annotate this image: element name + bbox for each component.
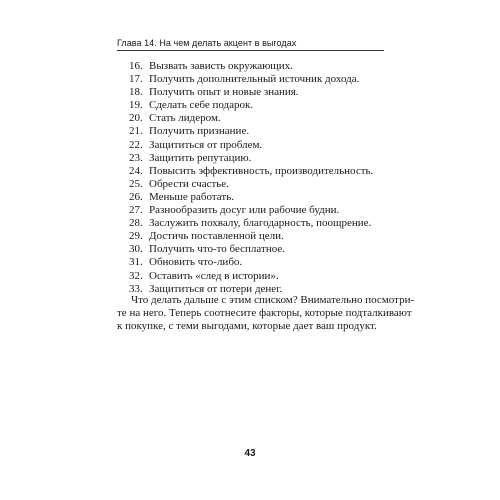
list-item-number: 25. bbox=[129, 177, 143, 190]
list-item bbox=[129, 73, 373, 86]
list-item-text: Защититься от проблем. bbox=[149, 138, 263, 151]
list-item bbox=[129, 270, 373, 283]
list-item bbox=[129, 230, 373, 243]
list-item bbox=[129, 204, 373, 217]
list-item-number: 22. bbox=[129, 138, 143, 151]
list-item-number: 19. bbox=[129, 99, 143, 112]
paragraph-line: Что делать дальше с этим списком? Внимательно посмотри- bbox=[131, 294, 415, 306]
numbered-list bbox=[129, 60, 373, 296]
list-item-text: Получить дополнительный источник дохода. bbox=[149, 73, 360, 86]
list-item-text: Достичь поставленной цели. bbox=[149, 230, 284, 243]
list-item bbox=[129, 60, 373, 73]
list-item bbox=[129, 191, 373, 204]
list-item-text: Меньше работать. bbox=[149, 190, 234, 203]
paragraph-line: к покупке, с теми выгодами, которые дает ваш продукт. bbox=[117, 320, 377, 333]
list-item-number: 28. bbox=[129, 217, 143, 230]
list-item-text: Сделать себе подарок. bbox=[149, 99, 254, 112]
list-item-number: 26. bbox=[129, 190, 143, 203]
paragraph-line: те на него. Теперь соотнесите факторы, которые подталкивают bbox=[117, 307, 412, 320]
list-item-text: Получить что-то бесплатное. bbox=[149, 243, 285, 256]
list-item bbox=[129, 99, 373, 112]
list-item-number: 29. bbox=[129, 230, 143, 243]
list-item bbox=[129, 86, 373, 99]
list-item bbox=[129, 152, 373, 165]
list-item-text: Получить опыт и новые знания. bbox=[149, 86, 299, 99]
list-item-number: 23. bbox=[129, 151, 143, 164]
list-item-text: Защитить репутацию. bbox=[149, 151, 252, 164]
list-item-number: 27. bbox=[129, 204, 143, 217]
list-item-text: Повысить эффективность, производительность. bbox=[149, 164, 374, 177]
list-item bbox=[129, 217, 373, 230]
list-item-number: 32. bbox=[129, 269, 143, 282]
list-item bbox=[129, 112, 373, 125]
list-item bbox=[129, 178, 373, 191]
list-item bbox=[129, 125, 373, 138]
list-item bbox=[129, 165, 373, 178]
list-item-text: Разнообразить досуг или рабочие будни. bbox=[149, 204, 340, 217]
list-item-number: 18. bbox=[129, 86, 143, 99]
list-item-text: Оставить «след в истории». bbox=[149, 269, 279, 282]
header-rule bbox=[117, 50, 384, 51]
list-item-number: 31. bbox=[129, 256, 143, 269]
list-item-number: 21. bbox=[129, 125, 143, 138]
list-item-text: Обрести счастье. bbox=[149, 177, 229, 190]
list-item-number: 33. bbox=[129, 282, 143, 295]
list-item-text: Обновить что-либо. bbox=[149, 256, 243, 269]
list-item-text: Получить признание. bbox=[149, 125, 250, 138]
list-item-number: 24. bbox=[129, 164, 143, 177]
body-paragraph bbox=[117, 294, 415, 333]
list-item bbox=[129, 243, 373, 256]
list-item-number: 16. bbox=[129, 60, 143, 72]
list-item bbox=[129, 139, 373, 152]
list-item-number: 17. bbox=[129, 73, 143, 86]
list-item-text: Стать лидером. bbox=[149, 112, 221, 125]
list-item-text: Заслужить похвалу, благодарность, поощрение. bbox=[149, 217, 372, 230]
list-item-number: 30. bbox=[129, 243, 143, 256]
list-item-number: 20. bbox=[129, 112, 143, 125]
list-item-text: Вызвать зависть окружающих. bbox=[149, 60, 293, 72]
list-item-text: Защититься от потери денег. bbox=[149, 282, 283, 295]
page-number: 43 bbox=[244, 448, 256, 459]
list-item bbox=[129, 256, 373, 269]
running-head: Глава 14. На чем делать акцент в выгодах bbox=[117, 38, 297, 48]
